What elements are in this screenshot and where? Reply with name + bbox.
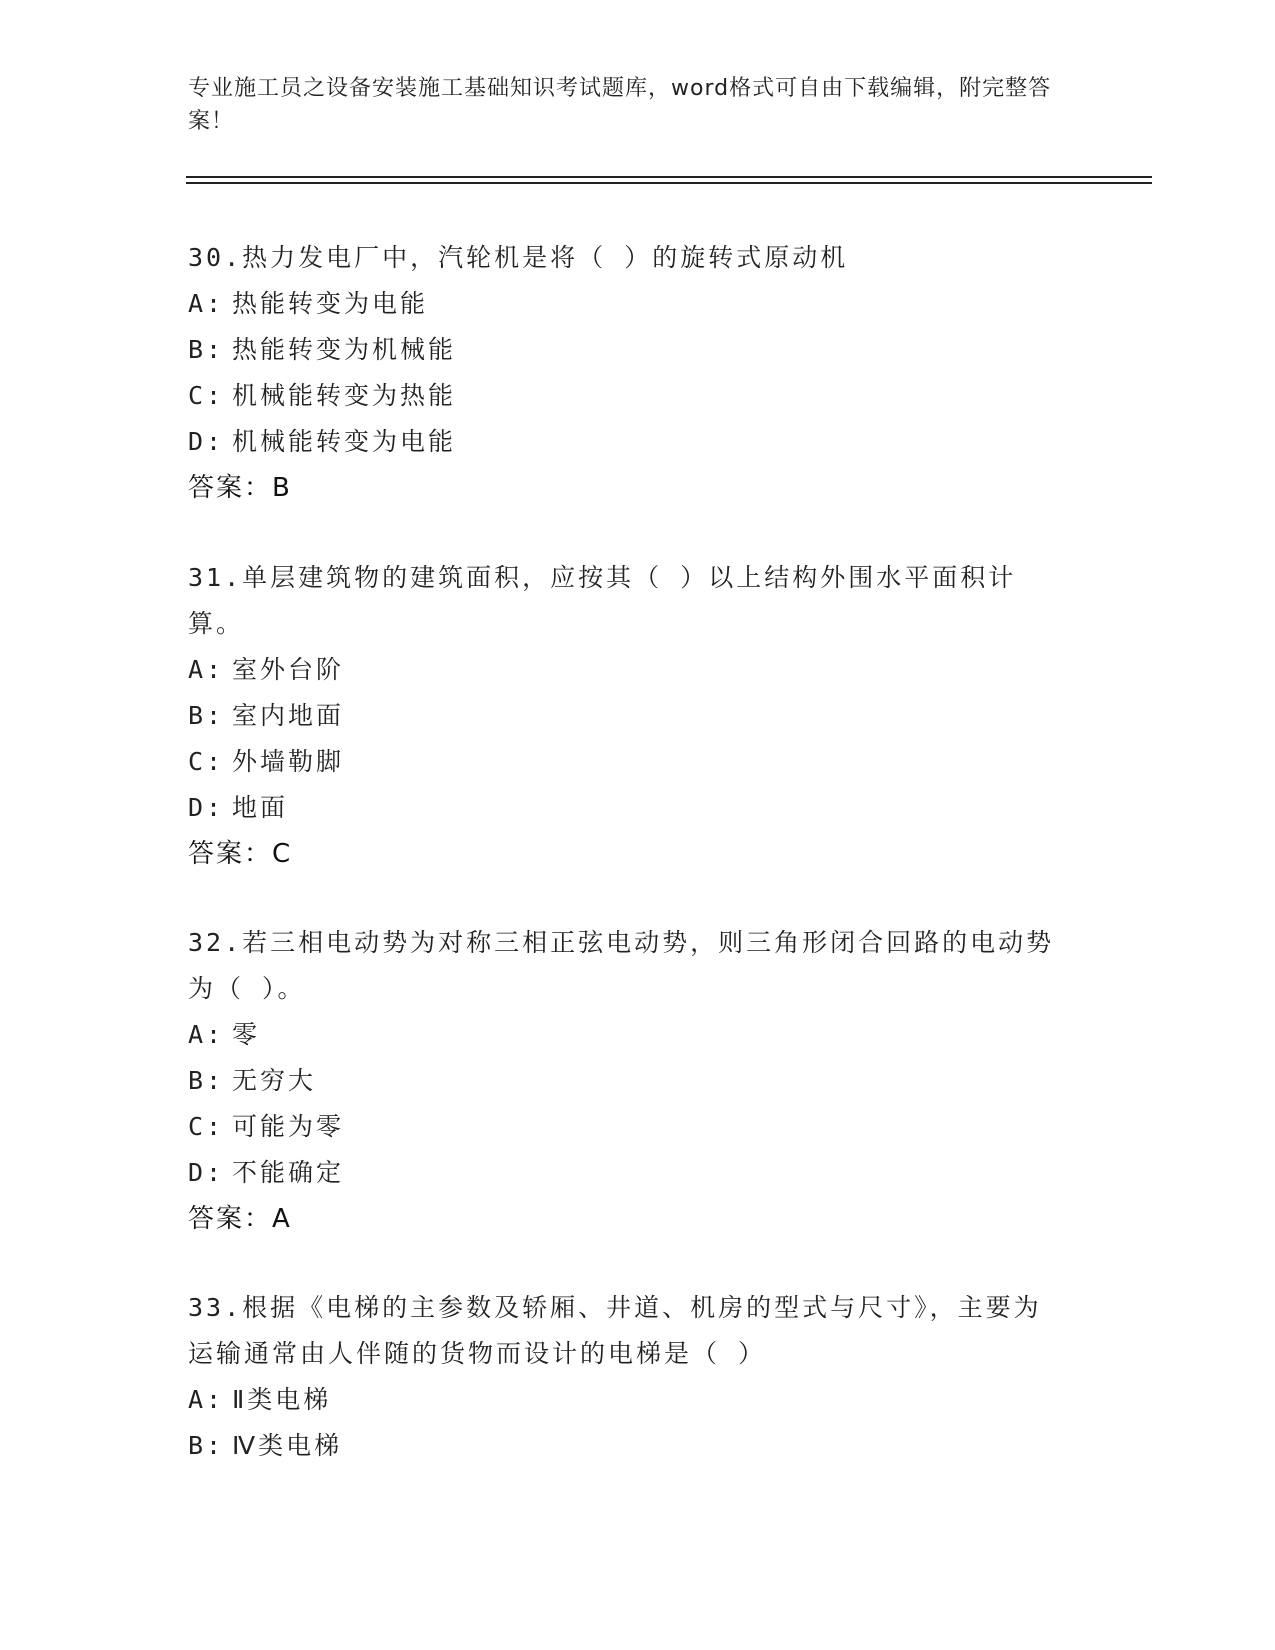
document-header: 专业施工员之设备安装施工基础知识考试题库，word格式可自由下载编辑，附完整答案！	[188, 76, 1052, 134]
option-letter: A:	[188, 1385, 225, 1414]
option-b	[188, 1058, 1088, 1104]
option-b	[188, 327, 1088, 373]
question-30	[188, 235, 1088, 511]
option-letter: B:	[188, 701, 225, 730]
option-text: 机械能转变为热能	[232, 381, 457, 410]
option-text: 外墙勒脚	[232, 747, 345, 776]
option-text: 无穷大	[232, 1066, 317, 1095]
option-letter: C:	[188, 381, 225, 410]
option-letter: D:	[188, 1158, 225, 1187]
option-letter: A:	[188, 289, 225, 318]
question-stem: 33.根据《电梯的主参数及轿厢、井道、机房的型式与尺寸》，主要为运输通常由人伴随的货物而设计的电梯是（ ）	[188, 1293, 1042, 1368]
option-letter: D:	[188, 793, 225, 822]
option-a	[188, 647, 1088, 693]
option-text: 地面	[232, 793, 289, 822]
option-a	[188, 1377, 1088, 1423]
answer-line: 答案：A	[188, 1204, 292, 1234]
option-letter: B:	[188, 335, 225, 364]
question-31	[188, 555, 1088, 877]
header-divider-top	[186, 176, 1152, 178]
option-letter: C:	[188, 1112, 225, 1141]
option-text: 室内地面	[232, 701, 345, 730]
option-letter: A:	[188, 655, 225, 684]
option-d	[188, 785, 1088, 831]
question-33	[188, 1285, 1088, 1469]
question-stem: 32.若三相电动势为对称三相正弦电动势，则三角形闭合回路的电动势为（ ）。	[188, 928, 1055, 1003]
option-c	[188, 1104, 1088, 1150]
option-text: 不能确定	[232, 1158, 345, 1187]
option-a	[188, 281, 1088, 327]
option-text: 热能转变为电能	[232, 289, 429, 318]
option-text: 零	[232, 1020, 261, 1049]
option-c	[188, 373, 1088, 419]
option-letter: A:	[188, 1020, 225, 1049]
option-b	[188, 693, 1088, 739]
option-b	[188, 1423, 1088, 1469]
option-text: Ⅱ类电梯	[232, 1385, 332, 1414]
question-32	[188, 920, 1088, 1242]
answer-line: 答案：C	[188, 839, 293, 869]
option-text: 机械能转变为电能	[232, 427, 457, 456]
option-text: 室外台阶	[232, 655, 345, 684]
option-letter: D:	[188, 427, 225, 456]
option-d	[188, 419, 1088, 465]
option-d	[188, 1150, 1088, 1196]
option-text: 热能转变为机械能	[232, 335, 457, 364]
question-stem: 30.热力发电厂中，汽轮机是将（ ）的旋转式原动机	[188, 243, 849, 272]
header-divider-bottom	[186, 182, 1152, 184]
option-text: Ⅳ类电梯	[232, 1431, 343, 1460]
option-letter: B:	[188, 1431, 225, 1460]
answer-line: 答案：B	[188, 473, 292, 503]
question-stem: 31.单层建筑物的建筑面积，应按其（ ）以上结构外围水平面积计算。	[188, 563, 1017, 638]
option-letter: B:	[188, 1066, 225, 1095]
option-a	[188, 1012, 1088, 1058]
option-c	[188, 739, 1088, 785]
option-letter: C:	[188, 747, 225, 776]
option-text: 可能为零	[232, 1112, 345, 1141]
